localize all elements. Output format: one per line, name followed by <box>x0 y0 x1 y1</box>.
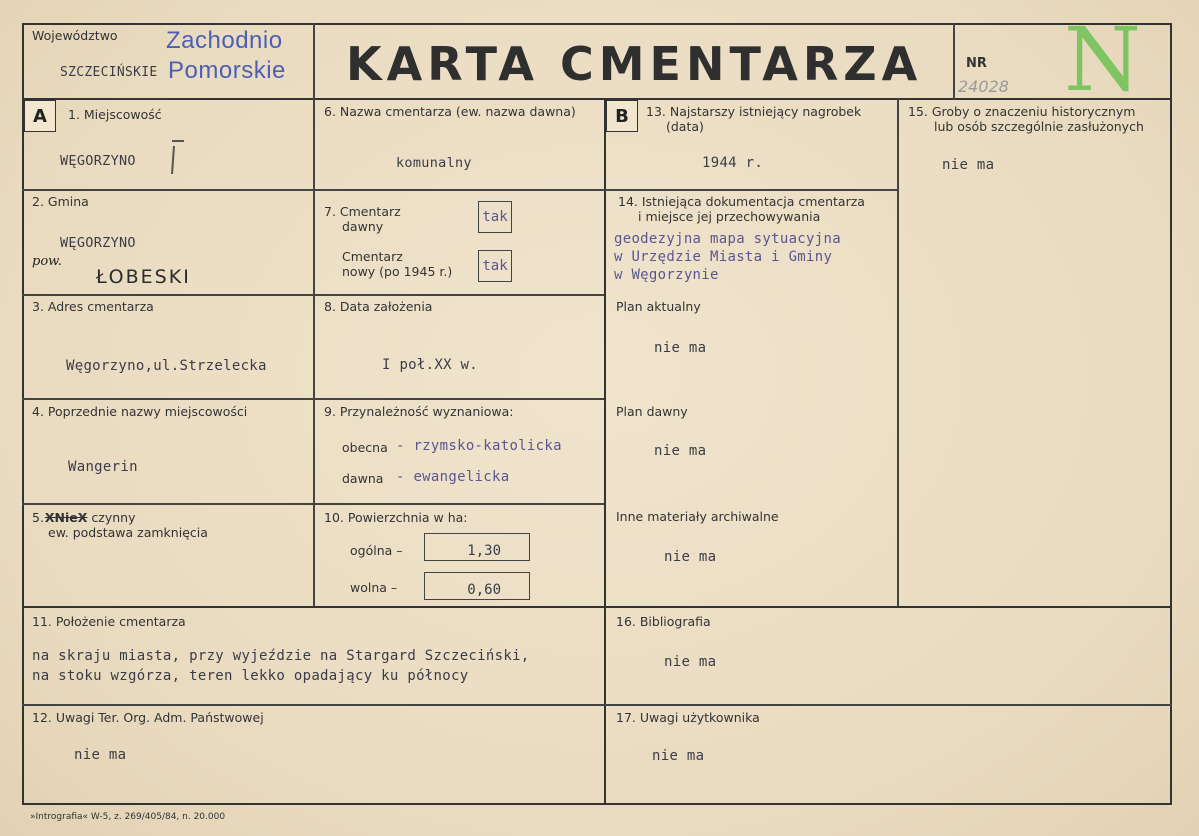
field-2-pow-value: ŁOBESKI <box>96 266 191 288</box>
field-9-current-label: obecna <box>342 440 388 455</box>
column-divider-1 <box>313 98 315 606</box>
row-line-bottom-2 <box>22 704 1172 706</box>
field-14-label-line2: i miejsce jej przechowywania <box>638 209 821 224</box>
wojewodztwo-value: SZCZECIŃSKIE <box>60 65 158 80</box>
field-5-prefix: 5. <box>32 510 44 525</box>
field-1-pencil-mark <box>171 146 178 174</box>
field-12-value: nie ma <box>74 747 127 763</box>
archival-value: nie ma <box>664 549 717 565</box>
field-17-value: nie ma <box>652 748 705 764</box>
field-12-label: 12. Uwagi Ter. Org. Adm. Państwowej <box>32 710 264 725</box>
field-15-label: 15. Groby o znaczeniu historycznym <box>908 104 1136 119</box>
field-9-former-value: - ewangelicka <box>396 469 510 485</box>
archival-label: Inne materiały archiwalne <box>616 509 779 524</box>
field-8-label: 8. Data założenia <box>324 299 433 314</box>
field-14-line-3: w Węgorzynie <box>614 267 719 283</box>
field-8-value: I poł.XX w. <box>382 357 479 373</box>
field-10-free-label: wolna – <box>350 580 398 595</box>
field-7-label: 7. Cmentarz <box>324 204 401 219</box>
field-13-label: 13. Najstarszy istniejący nagrobek <box>646 104 862 119</box>
field-11-line-1: na skraju miasta, przy wyjeździe na Stargard Szczeciński, <box>32 648 530 664</box>
field-2-pow-prefix: pow. <box>32 254 62 269</box>
field-6-label: 6. Nazwa cmentarza (ew. nazwa dawna) <box>324 104 576 119</box>
frame-right <box>1170 23 1172 805</box>
column-divider-3 <box>897 98 899 606</box>
field-14-label: 14. Istniejąca dokumentacja cmentarza <box>618 194 865 209</box>
field-13-value: 1944 r. <box>702 155 764 171</box>
printer-imprint: »Intrografia« W-5, z. 269/405/84, n. 20.000 <box>30 812 226 822</box>
field-10-label: 10. Powierzchnia w ha: <box>324 510 468 525</box>
field-7-old-value: tak <box>478 201 512 233</box>
section-b-letter: B <box>606 100 638 132</box>
nr-value: 24028 <box>958 77 1009 96</box>
field-15-label-line2: lub osób szczególnie zasłużonych <box>934 119 1144 134</box>
field-10-total-label: ogólna – <box>350 543 403 558</box>
nr-label: NR <box>966 56 987 71</box>
field-7-new-label: Cmentarz <box>342 249 403 264</box>
field-5-label <box>32 510 135 525</box>
plan-current-label: Plan aktualny <box>616 299 701 314</box>
field-15-value: nie ma <box>942 157 995 173</box>
field-3-label: 3. Adres cmentarza <box>32 299 154 314</box>
field-7-new-label-line2: nowy (po 1945 r.) <box>342 264 453 279</box>
field-1-value: WĘGORZYNO <box>60 153 136 169</box>
field-4-value: Wangerin <box>68 459 138 475</box>
field-14-line-1: geodezyjna mapa sytuacyjna <box>614 231 841 247</box>
frame-top <box>22 23 1172 25</box>
field-6-value: komunalny <box>396 155 472 171</box>
field-11-label: 11. Położenie cmentarza <box>32 614 186 629</box>
field-1-pencil-dash <box>172 140 184 142</box>
row-line-a2 <box>22 294 604 296</box>
plan-old-value: nie ma <box>654 443 707 459</box>
field-2-value: WĘGORZYNO <box>60 235 136 251</box>
frame-bottom <box>22 803 1172 805</box>
plan-current-value: nie ma <box>654 340 707 356</box>
frame-left <box>22 23 24 805</box>
field-1-label: 1. Miejscowość <box>68 107 162 122</box>
field-7-label-line2: dawny <box>342 219 384 234</box>
field-16-value: nie ma <box>664 654 717 670</box>
field-16-label: 16. Bibliografia <box>616 614 711 629</box>
field-17-label: 17. Uwagi użytkownika <box>616 710 760 725</box>
row-line-b1 <box>604 189 897 191</box>
stamp-line-2: Pomorskie <box>168 57 286 84</box>
category-mark: N <box>1064 8 1141 111</box>
header-bottom-line <box>22 98 1172 100</box>
field-7-new-value: tak <box>478 250 512 282</box>
field-2-label: 2. Gmina <box>32 194 89 209</box>
header-divider-left <box>313 23 315 100</box>
page-title: KARTA CMENTARZA <box>346 37 923 91</box>
header-divider-right <box>953 23 955 100</box>
field-14-line-2: w Urzędzie Miasta i Gminy <box>614 249 833 265</box>
field-9-former-label: dawna <box>342 471 384 486</box>
wojewodztwo-label: Województwo <box>32 28 118 43</box>
row-line-a1 <box>22 189 604 191</box>
field-10-free-value: 0,60 <box>424 572 530 600</box>
field-9-label: 9. Przynależność wyznaniowa: <box>324 404 514 419</box>
field-5-struck: XNieX <box>44 510 88 525</box>
field-3-value: Węgorzyno,ul.Strzelecka <box>66 358 267 374</box>
row-line-bottom-1 <box>22 606 1172 608</box>
row-line-a3 <box>22 398 604 400</box>
section-a-letter: A <box>24 100 56 132</box>
stamp-line-1: Zachodnio <box>166 27 283 54</box>
field-5-label-rest: czynny <box>91 510 136 525</box>
field-4-label: 4. Poprzednie nazwy miejscowości <box>32 404 248 419</box>
field-9-current-value: - rzymsko-katolicka <box>396 438 562 454</box>
plan-old-label: Plan dawny <box>616 404 688 419</box>
row-line-a4 <box>22 503 604 505</box>
field-13-label-line2: (data) <box>666 119 704 134</box>
column-divider-2 <box>604 98 606 805</box>
field-5-label-line2: ew. podstawa zamknięcia <box>48 525 208 540</box>
field-10-total-value: 1,30 <box>424 533 530 561</box>
field-11-line-2: na stoku wzgórza, teren lekko opadający ku północy <box>32 668 469 684</box>
